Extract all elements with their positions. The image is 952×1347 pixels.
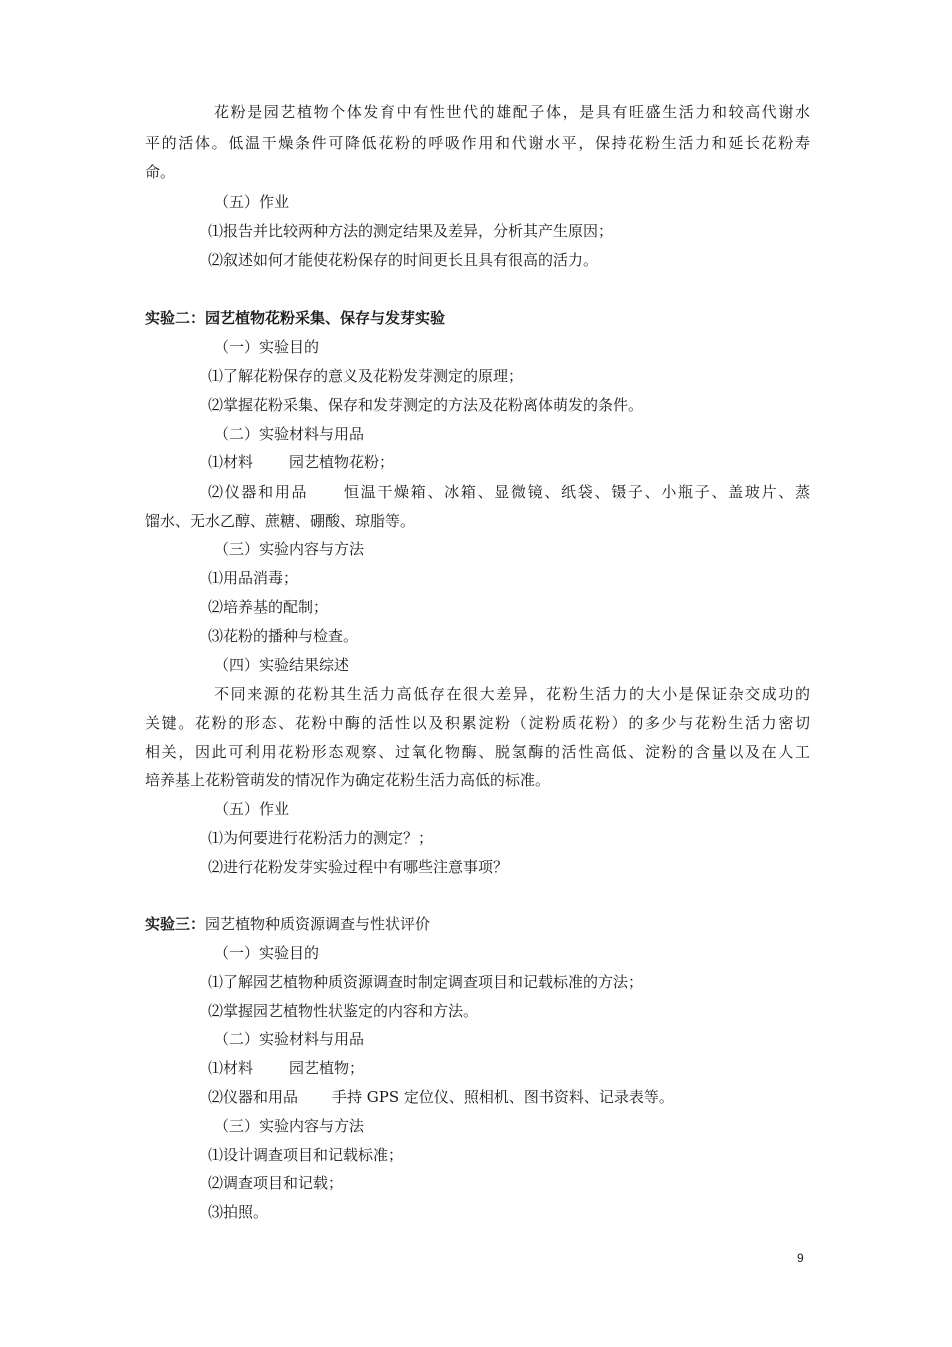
section-heading: （二）实验材料与用品 [214,425,365,443]
section-heading: （四）实验结果综述 [214,656,350,674]
list-item: ⑶拍照。 [208,1203,269,1221]
intro-paragraph-line: 花粉是园艺植物个体发育中有性世代的雄配子体，是具有旺盛生活力和较高代谢水 [214,103,810,121]
list-item [208,1087,810,1107]
section-heading: （二）实验材料与用品 [214,1030,365,1048]
list-item: ⑴报告并比较两种方法的测定结果及差异，分析其产生原因； [208,222,614,240]
list-item: ⑴了解园艺植物种质资源调查时制定调查项目和记载标准的方法； [208,973,644,991]
item-label: ⑴材料 [208,1059,254,1077]
section-heading: （三）实验内容与方法 [214,540,365,558]
item-label: ⑵仪器和用品 [208,1088,299,1106]
list-item: ⑶花粉的播种与检查。 [208,627,359,645]
list-item: ⑴为何要进行花粉活力的测定？； [208,829,434,847]
list-item: ⑴设计调查项目和记载标准； [208,1146,404,1164]
list-item: ⑵调查项目和记载； [208,1174,344,1192]
section-heading: （一）实验目的 [214,944,320,962]
results-paragraph-line: 培养基上花粉管萌发的情况作为确定花粉生活力高低的标准。 [145,771,551,789]
page-number: 9 [797,1251,804,1265]
experiment-title [145,914,810,934]
intro-paragraph-line: 平的活体。低温干燥条件可降低花粉的呼吸作用和代谢水平，保持花粉生活力和延长花粉寿 [145,134,810,152]
section-heading: （五）作业 [214,193,290,211]
results-paragraph-line: 相关，因此可利用花粉形态观察、过氧化物酶、脱氢酶的活性高低、淀粉的含量以及在人工 [145,743,810,761]
item-label: ⑴材料 [208,453,254,471]
results-paragraph-line: 不同来源的花粉其生活力高低存在很大差异，花粉生活力的大小是保证杂交成功的 [214,685,810,703]
item-label: ⑵仪器和用品 [208,483,309,501]
list-item: ⑵掌握园艺植物性状鉴定的内容和方法。 [208,1002,479,1020]
list-item-continuation: 馏水、无水乙醇、蔗糖、硼酸、琼脂等。 [145,512,416,530]
section-heading: （五）作业 [214,800,290,818]
intro-paragraph-line: 命。 [145,163,176,181]
experiment-title-prefix: 实验三： [145,915,206,933]
list-item: ⑵进行花粉发芽实验过程中有哪些注意事项？ [208,858,509,876]
list-item: ⑴用品消毒； [208,569,299,587]
list-item: ⑵叙述如何才能使花粉保存的时间更长且具有很高的活力。 [208,251,599,269]
item-value: 园艺植物花粉； [289,453,395,471]
list-item: ⑵培养基的配制； [208,598,329,616]
section-heading: （一）实验目的 [214,338,320,356]
section-heading: （三）实验内容与方法 [214,1117,365,1135]
list-item [208,1058,810,1078]
item-value: 恒温干燥箱、冰箱、显微镜、纸袋、镊子、小瓶子、盖玻片、蒸 [342,483,810,501]
experiment-title-text: 园艺植物种质资源调查与性状评价 [205,915,431,933]
list-item [208,482,810,502]
list-item: ⑵掌握花粉采集、保存和发芽测定的方法及花粉离体萌发的条件。 [208,396,644,414]
item-value: 园艺植物； [289,1059,365,1077]
experiment-title: 实验二：园艺植物花粉采集、保存与发芽实验 [145,309,446,327]
list-item [208,452,810,472]
item-value: 手持 GPS 定位仪、照相机、图书资料、记录表等。 [332,1088,674,1106]
list-item: ⑴了解花粉保存的意义及花粉发芽测定的原理； [208,367,524,385]
results-paragraph-line: 关键。花粉的形态、花粉中酶的活性以及积累淀粉（淀粉质花粉）的多少与花粉生活力密切 [145,714,810,732]
